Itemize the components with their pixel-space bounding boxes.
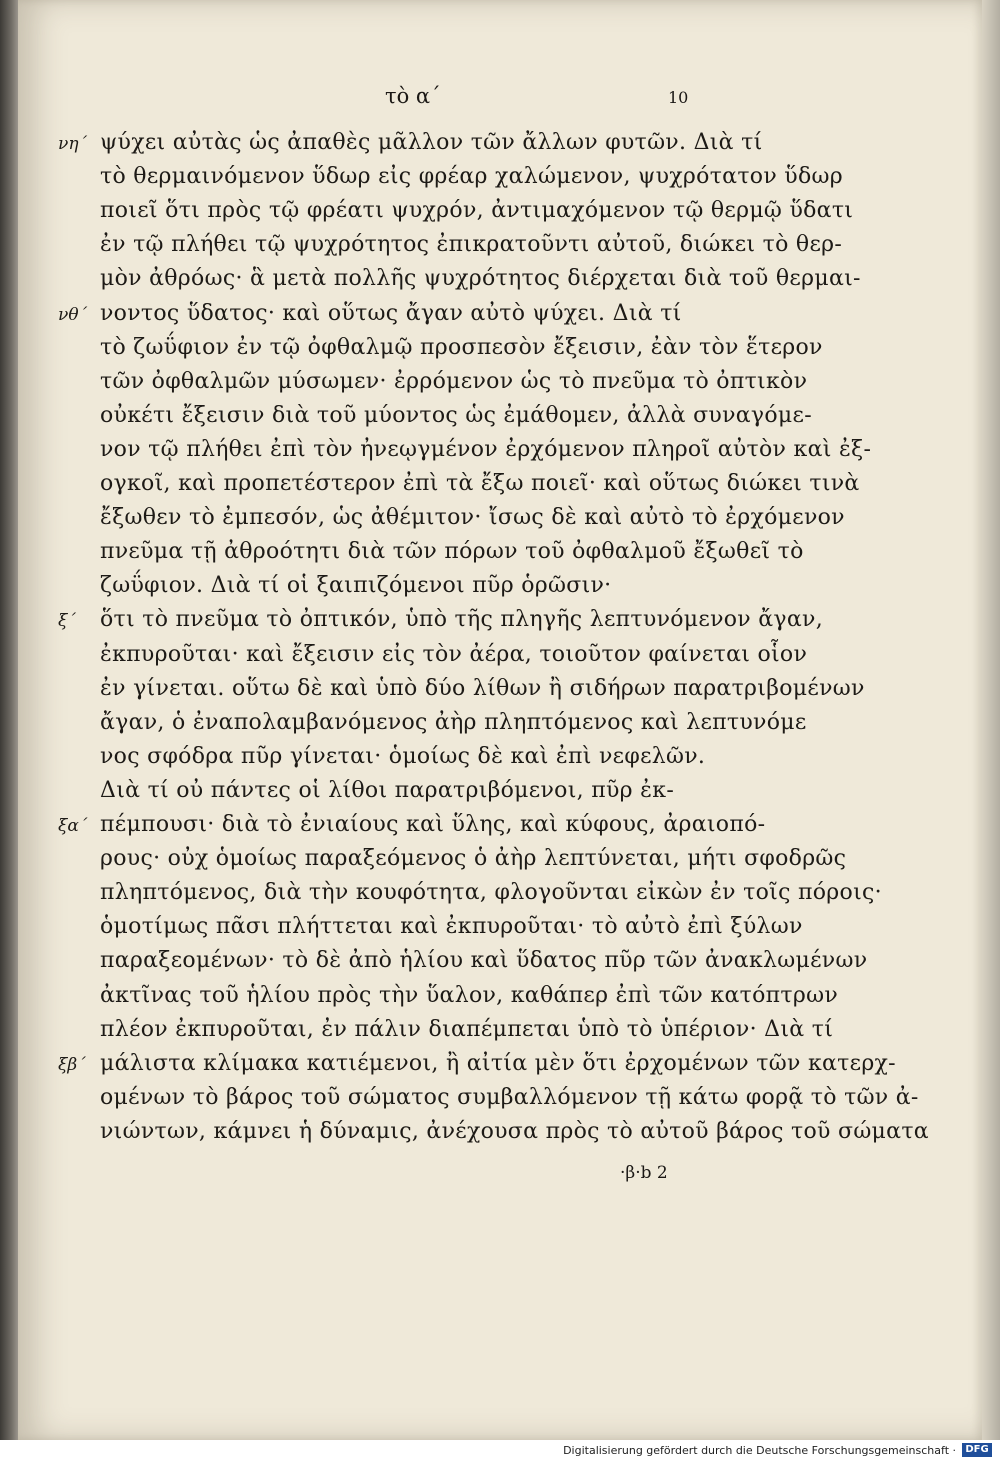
text-line: μὸν ἀθρόως· ἃ μετὰ πολλῆς ψυχρότητος διέρχεται διὰ τοῦ θερμαι- <box>100 266 861 292</box>
text-line: ὅτι τὸ πνεῦμα τὸ ὀπτικόν, ὑπὸ τῆς πληγῆς λεπτυνόμενον ἄγαν, <box>100 607 823 633</box>
text-line: Διὰ τί οὐ πάντες οἱ λίθοι παρατριβόμενοι, πῦρ ἐκ- <box>100 777 675 803</box>
text-line: ἄγαν, ὁ ἐναπολαμβανόμενος ἀὴρ πληπτόμενος καὶ λεπτυνόμε <box>100 709 807 735</box>
book-gutter <box>0 0 18 1440</box>
text-line: τὸ ζωΰφιον ἐν τῷ ὀφθαλμῷ προσπεσὸν ἔξεισιν, ἐὰν τὸν ἕτερον <box>100 334 823 360</box>
funding-credit: Digitalisierung gefördert durch die Deutsche Forschungsgemeinschaft · <box>563 1444 956 1457</box>
folio-number: 10 <box>668 88 689 107</box>
text-line: ἔξωθεν τὸ ἐμπεσόν, ὡς ἀθέμιτον· ἴσως δὲ καὶ αὐτὸ τὸ ἐρχόμενον <box>100 505 845 531</box>
text-line: ἀκτῖνας τοῦ ἡλίου πρὸς τὴν ὕαλον, καθάπερ ἐπὶ τῶν κατόπτρων <box>100 982 838 1008</box>
text-line: πέμπουσι· διὰ τὸ ἐνιαίους καὶ ὕλης, καὶ κύφους, ἀραιοπό- <box>100 812 766 837</box>
text-line: παραξεομένων· τὸ δὲ ἀπὸ ἡλίου καὶ ὕδατος πῦρ τῶν ἀνακλωμένων <box>100 948 868 974</box>
text-line: πνεῦμα τῇ ἀθροότητι διὰ τῶν πόρων τοῦ ὀφθαλμοῦ ἔξωθεῖ τὸ <box>100 539 804 565</box>
text-line: ζωΰφιον. Διὰ τί οἱ ξαιπιζόμενοι πῦρ ὁρῶσιν· <box>100 573 612 599</box>
text-line: νοντος ὕδατος· καὶ οὕτως ἄγαν αὐτὸ ψύχει. Διὰ τί <box>100 300 682 326</box>
text-line: πλέον ἐκπυροῦται, ἐν πάλιν διαπέμπεται ὑπὸ τὸ ὑπέριον· Διὰ τί <box>100 1016 834 1042</box>
margin-note: ξα΄ <box>58 816 88 836</box>
margin-note: νθ΄ <box>58 304 88 325</box>
text-line: τῶν ὀφθαλμῶν μύσωμεν· ἐρρόμενον ὡς τὸ πνεῦμα τὸ ὀπτικὸν <box>100 368 808 394</box>
margin-note: νη΄ <box>58 134 88 154</box>
text-line: ποιεῖ ὅτι πρὸς τῷ φρέατι ψυχρόν, ἀντιμαχόμενον τῷ θερμῷ ὕδατι <box>100 198 854 224</box>
text-line: τὸ θερμαινόμενον ὕδωρ εἰς φρέαρ χαλώμενον, ψυχρότατον ὕδωρ <box>100 164 843 190</box>
text-line: ἐν τῷ πλήθει τῷ ψυχρότητος ἐπικρατοῦντι αὐτοῦ, διώκει τὸ θερ- <box>100 232 843 258</box>
text-line: ογκοῖ, καὶ προπετέστερον ἐπὶ τὰ ἔξω ποιεῖ· καὶ οὕτως διώκει τινὰ <box>100 471 860 496</box>
text-line: νον τῷ πλήθει ἐπὶ τὸν ἠνεῳγμένον ἐρχόμενον πληροῖ αὐτὸν καὶ ἐξ- <box>100 436 872 462</box>
text-line: νιώντων, κάμνει ἡ δύναμις, ἀνέχουσα πρὸς τὸ αὐτοῦ βάρος τοῦ σώματα <box>100 1118 929 1144</box>
dfg-logo-icon: DFG <box>962 1443 992 1457</box>
text-line: νος σφόδρα πῦρ γίνεται· ὁμοίως δὲ καὶ ἐπὶ νεφελῶν. <box>100 743 706 769</box>
text-line: ομένων τὸ βάρος τοῦ σώματος συμβαλλόμενον τῇ κάτω φορᾷ τὸ τῶν ἀ- <box>100 1084 919 1110</box>
margin-note: ξβ΄ <box>58 1054 86 1075</box>
text-line: πληπτόμενος, διὰ τὴν κουφότητα, φλογοῦνται εἰκὼν ἐν τοῖς πόροις· <box>100 880 882 906</box>
signature-mark: ·β·b 2 <box>620 1163 668 1183</box>
text-line: ψύχει αὐτὰς ὡς ἀπαθὲς μᾶλλον τῶν ἄλλων φυτῶν. Διὰ τί <box>100 130 763 155</box>
text-line: μάλιστα κλίμακα κατιέμενοι, ἢ αἰτία μὲν ὅτι ἐρχομένων τῶν κατερχ- <box>100 1050 896 1076</box>
page-edge <box>982 0 1000 1440</box>
running-title: τὸ α΄ <box>385 84 441 108</box>
text-line: οὐκέτι ἔξεισιν διὰ τοῦ μύοντος ὡς ἐμάθομεν, ἀλλὰ συναγόμε- <box>100 402 812 428</box>
text-line: ὁμοτίμως πᾶσι πλήττεται καὶ ἐκπυροῦται· τὸ αὐτὸ ἐπὶ ξύλων <box>100 914 803 940</box>
text-line: ἐκπυροῦται· καὶ ἔξεισιν εἰς τὸν ἀέρα, τοιοῦτον φαίνεται οἷον <box>100 641 808 667</box>
margin-note: ξ΄ <box>58 611 76 632</box>
text-line: ρους· οὐχ ὁμοίως παραξεόμενος ὁ ἀὴρ λεπτύνεται, μήτι σφοδρῶς <box>100 846 847 872</box>
text-line: ἐν γίνεται. οὕτω δὲ καὶ ὑπὸ δύο λίθων ἢ σιδήρων παρατριβομένων <box>100 675 865 701</box>
